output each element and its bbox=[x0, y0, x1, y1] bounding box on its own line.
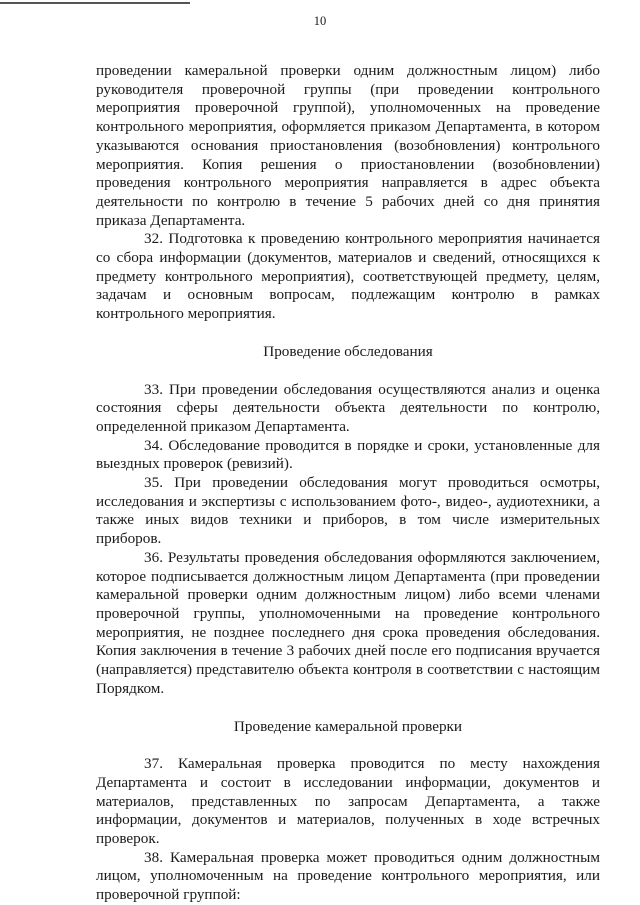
scan-edge-line bbox=[0, 2, 190, 4]
document-body bbox=[96, 62, 600, 905]
paragraph-35: 35. При проведении обследования могут проводиться осмотры, исследования и экспертизы с использованием фото-, видео-, аудиотехники, а также иных видов техники и приборов, в том числе измерительных приборов. bbox=[96, 474, 600, 548]
paragraph-36: 36. Результаты проведения обследования оформляются заключением, которое подписывается должностным лицом Департамента (при проведении камеральной проверки одним должностным лицом) либо всеми членами проверочной группы, уполномоченными на проведение контрольного мероприятия, не позднее последнего дня срока проведения обследования. Копия заключения в течение 3 рабочих дней после его подписания вручается (направляется) представителю объекта контроля в соответствии с настоящим Порядком. bbox=[96, 548, 600, 697]
paragraph-32: 32. Подготовка к проведению контрольного мероприятия начинается со сбора информации (документов, материалов и сведений, относящихся к предмету контрольного мероприятия), соответствующей предмету, целям, задачам и основным вопросам, подлежащим контролю в рамках контрольного мероприятия. bbox=[96, 230, 600, 323]
paragraph-34: 34. Обследование проводится в порядке и сроки, установленные для выездных проверок (ревизий). bbox=[96, 436, 600, 473]
paragraph-38: 38. Камеральная проверка может проводиться одним должностным лицом, уполномоченным на проведение контрольного мероприятия, или проверочной группой: bbox=[96, 848, 600, 904]
paragraph-33: 33. При проведении обследования осуществляются анализ и оценка состояния сферы деятельности объекта деятельности по контролю, определенной приказом Департамента. bbox=[96, 380, 600, 435]
paragraph-37: 37. Камеральная проверка проводится по месту нахождения Департамента и состоит в исследовании информации, документов и материалов, представленных по запросам Департамента, а также информации, документов и материалов, полученных в ходе встречных проверок. bbox=[96, 755, 600, 848]
section-heading-desk-audit: Проведение камеральной проверки bbox=[233, 717, 463, 735]
page-number: 10 bbox=[313, 14, 327, 28]
paragraph-continuation: проведении камеральной проверки одним должностным лицом) либо руководителя проверочной группы (при проведении контрольного мероприятия проверочной группой), уполномоченных на проведение контрольного мероприятия, оформляется приказом Департамента, в котором указываются основания приостановления (возобновления) контрольного мероприятия. Копия решения о приостановлении (возобновлении) проведения контрольного мероприятия направляется в адрес объекта деятельности по контролю в течение 5 рабочих дней со дня принятия приказа Департамента. bbox=[96, 62, 600, 229]
section-heading-survey: Проведение обследования bbox=[263, 342, 433, 360]
